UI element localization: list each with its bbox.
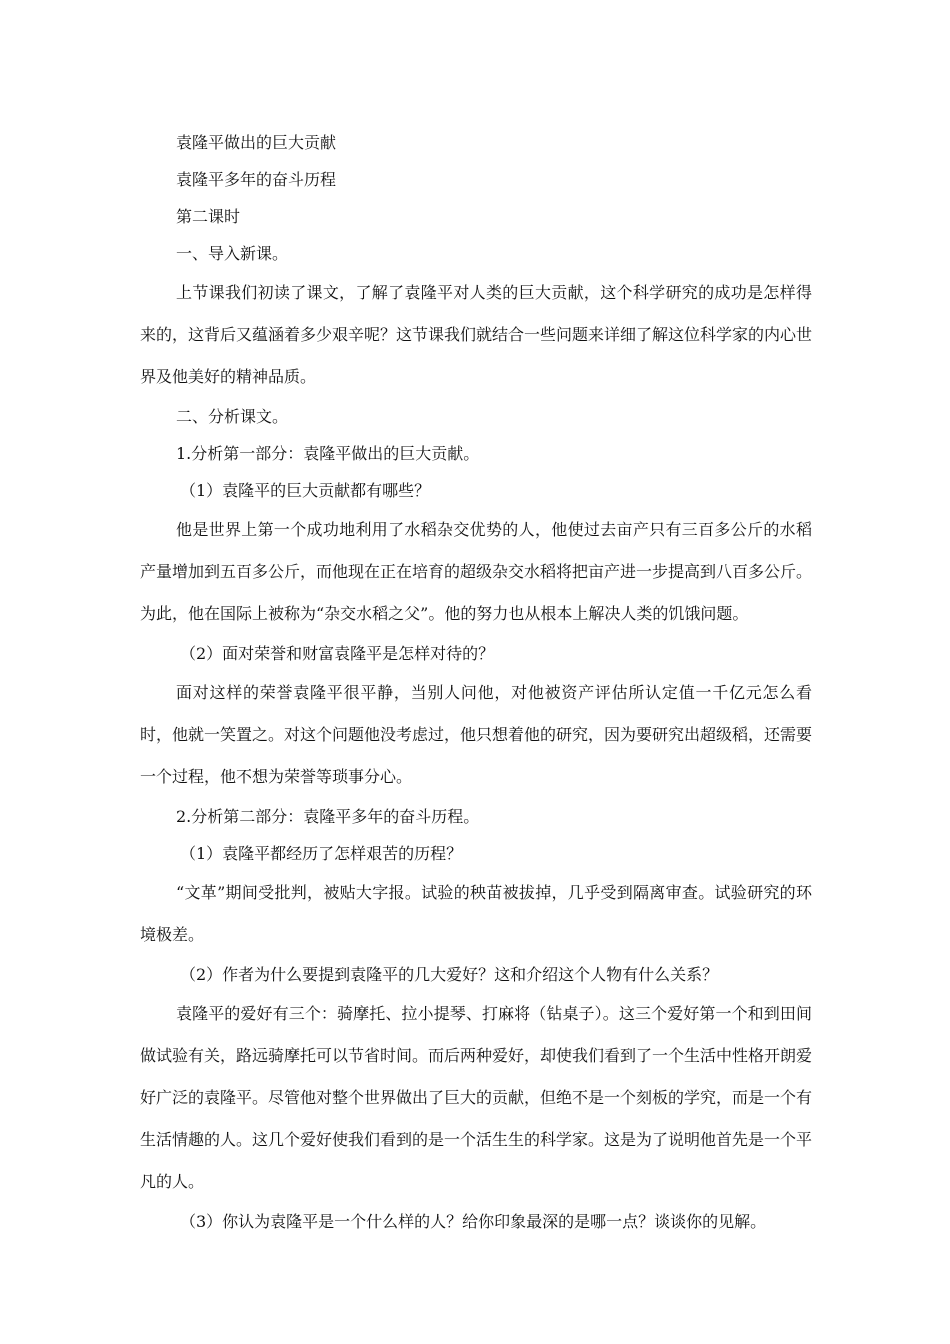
- section-analysis-title: 二、分析课文。: [176, 407, 289, 426]
- part1-answer-2: 面对这样的荣誉袁隆平很平静，当别人问他，对他被资产评估所认定值一千亿元怎么看时，他就一笑置之。对这个问题他没考虑过，他只想着他的研究，因为要研究出超级稻，还需要一个过程，他不想为荣誉等琐事分心。: [140, 683, 813, 786]
- heading-intro-new-lesson: 一、导入新课。: [176, 244, 289, 263]
- part2-title: 2.分析第二部分：袁隆平多年的奋斗历程。: [176, 807, 480, 826]
- document-body: [140, 124, 812, 1240]
- part2-answer-2: 袁隆平的爱好有三个：骑摩托、拉小提琴、打麻将（钻桌子）。这三个爱好第一个和到田间做试验有关，路远骑摩托可以节省时间。而后两种爱好，却使我们看到了一个生活中性格开朗爱好广泛的袁隆平。尽管他对整个世界做出了巨大的贡献，但绝不是一个刻板的学究，而是一个有生活情趣的人。这几个爱好使我们看到的是一个活生生的科学家。这是为了说明他首先是一个平凡的人。: [140, 1004, 813, 1191]
- part2-answer-1: “文革”期间受批判，被贴大字报。试验的秧苗被拔掉，几乎受到隔离审查。试验研究的环境极差。: [140, 883, 812, 944]
- part1-title: 1.分析第一部分：袁隆平做出的巨大贡献。: [176, 444, 480, 463]
- part2-question-3: （3）你认为袁隆平是一个什么样的人？给你印象最深的是哪一点？谈谈你的见解。: [180, 1212, 767, 1231]
- intro-paragraph: 上节课我们初读了课文，了解了袁隆平对人类的巨大贡献，这个科学研究的成功是怎样得来的，这背后又蕴涵着多少艰辛呢？这节课我们就结合一些问题来详细了解这位科学家的内心世界及他美好的精神品质。: [140, 283, 813, 386]
- heading-contribution: 袁隆平做出的巨大贡献: [176, 133, 337, 152]
- part1-answer-1: 他是世界上第一个成功地利用了水稻杂交优势的人，他使过去亩产只有三百多公斤的水稻产量增加到五百多公斤，而他现在正在培育的超级杂交水稻将把亩产进一步提高到八百多公斤。为此，他在国际上被称为“杂交水稻之父”。他的努力也从根本上解决人类的饥饿问题。: [140, 520, 813, 623]
- heading-second-lesson: 第二课时: [176, 207, 241, 226]
- part1-question-2: （2）面对荣誉和财富袁隆平是怎样对待的？: [180, 644, 495, 663]
- part2-question-2: （2）作者为什么要提到袁隆平的几大爱好？这和介绍这个人物有什么关系？: [180, 965, 719, 984]
- heading-struggle: 袁隆平多年的奋斗历程: [176, 170, 337, 189]
- part1-question-1: （1）袁隆平的巨大贡献都有哪些？: [180, 481, 431, 500]
- part2-question-1: （1）袁隆平都经历了怎样艰苦的历程？: [180, 844, 463, 863]
